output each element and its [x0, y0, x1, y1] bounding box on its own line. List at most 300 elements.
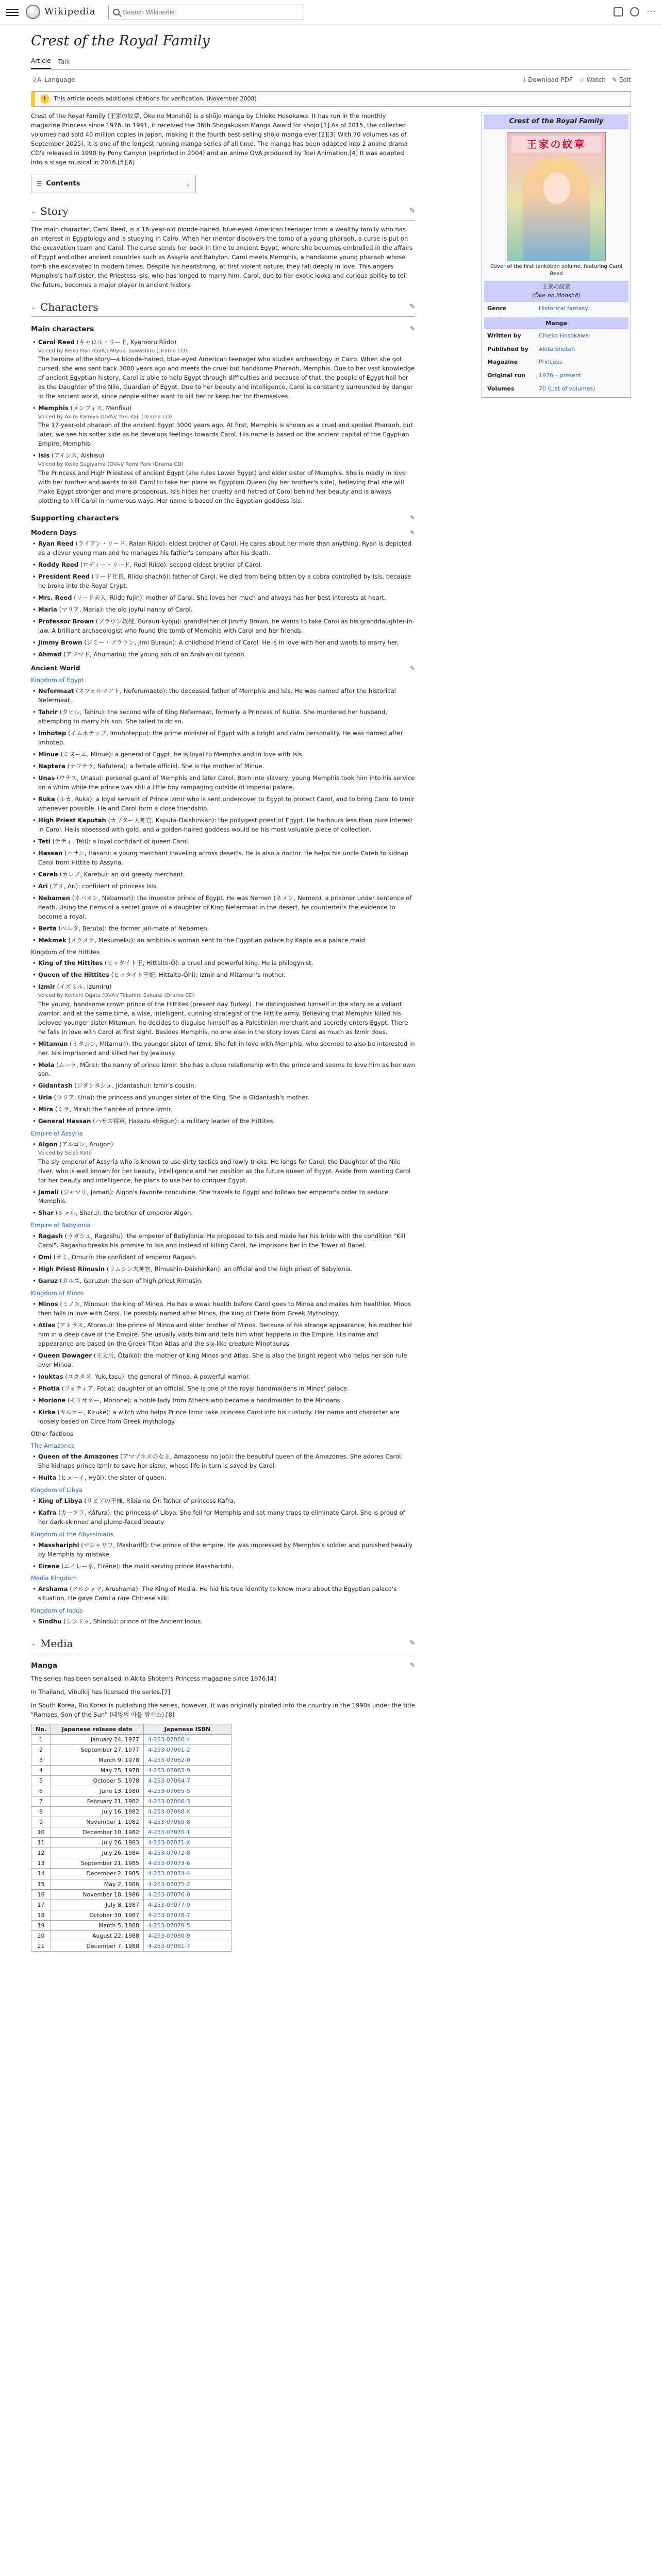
- character-item: • Ryan Reed (ライアン・リード, Raian Riido): eldest brother of Carol. He cares about her more than anything. Ryan is depicted as a clever young man and he manages his father's company after his death.: [38, 539, 415, 558]
- volume-number: 13: [31, 1858, 51, 1869]
- character-item: • Queen of the Hittites (ヒッタイト王妃, Hittaito-Ōhi): Izmir and Mitamun's mother.: [38, 971, 415, 980]
- table-row: [31, 1879, 231, 1889]
- character-name: Ragash: [38, 1232, 63, 1240]
- character-item: • President Reed (リード社長, Riido-shachō): father of Carol. He died from being bitten by a cobra controlled by Isis, because he broke into the Royal Crypt.: [38, 572, 415, 591]
- infobox-title: Crest of the Royal Family: [484, 114, 628, 129]
- character-japanese-name: (ミタムン, Mitamun): [70, 1040, 128, 1047]
- character-description: Izmir and Mitamun's mother.: [200, 971, 286, 979]
- group-modern-days: [31, 528, 415, 538]
- infobox-row: [484, 343, 628, 356]
- section-media[interactable]: [31, 1636, 415, 1653]
- character-name: Tahrir: [38, 708, 58, 716]
- manga-paragraph: In South Korea, Rin Korea is publishing the series, however, it was originally pirated into the country in the 1990s under the title "Ramses, Son of the Sun" (태양의 아들 람세스).[8]: [31, 1701, 415, 1718]
- cover-image[interactable]: [507, 132, 606, 261]
- character-item: [38, 338, 415, 401]
- character-list: [31, 1452, 415, 1483]
- character-description: second eldest brother of Carol.: [170, 561, 262, 569]
- character-description: The 17-year-old pharaoh of the ancient Egypt 3000 years ago. At first, Memphis is shown as a cruel and spoiled Pharaoh, but later, we see his softer side as he develops feelings towards Carol. His name is based on the ancient capital of the Egyptian Empire, Memphis.: [38, 421, 413, 448]
- more-icon[interactable]: ⋯: [647, 6, 656, 18]
- character-japanese-name: (ユクタス, Yukutasu): [65, 1372, 124, 1380]
- language-button[interactable]: [31, 75, 75, 85]
- character-name: Nebamen: [38, 894, 70, 902]
- isbn-link[interactable]: 4-253-07073-6: [143, 1858, 231, 1869]
- character-name: Mrs. Reed: [38, 594, 72, 601]
- character-item: • Masshariphi (マシャリフ, Mashariff): the prince of the empire. He was impressed by Memphis's soldier and punished heavily by Memphis by mistake.: [38, 1541, 415, 1560]
- release-date: February 21, 1982: [51, 1797, 143, 1807]
- release-date: August 22, 1988: [51, 1930, 143, 1941]
- character-japanese-name: (カプター大神官, Kaputā-Daishinkan): [108, 816, 214, 824]
- character-name: Mekmek: [38, 936, 67, 944]
- character-japanese-name: (ジミー・ブラウン, Jimī Buraun): [84, 638, 175, 646]
- release-date: January 24, 1977: [51, 1734, 143, 1744]
- character-japanese-name: (ジャマリ, Jamari): [60, 1188, 112, 1196]
- character-japanese-name: (王太后, Ōtaikō): [93, 1351, 140, 1359]
- character-description: a loyal servant of Prince Izmir who is sent undercover to Egypt to protect Carol, and to bring Carol to Izmir whenever possible. He and Carol form a close friendship.: [38, 795, 415, 812]
- character-name: Sindhu: [38, 1618, 62, 1625]
- toc-toggle-icon[interactable]: ⌄: [185, 180, 190, 188]
- main-menu-icon[interactable]: [6, 6, 19, 19]
- edit-section-icon[interactable]: ✎: [409, 207, 415, 215]
- isbn-link[interactable]: 4-253-07069-8: [143, 1817, 231, 1827]
- character-japanese-name: (リード社長, Riido-shachō): [91, 573, 169, 581]
- isbn-link[interactable]: 4-253-07062-0: [143, 1755, 231, 1765]
- character-description: the emperor of Babylonia: He proposed to Isis and made her his bride with the condition "Kill Carol". Ragashu breaks his promise to Isis and instead of killing Carol, he imprisons her in the Tower of Babel.: [38, 1232, 405, 1249]
- isbn-link[interactable]: 4-253-07072-8: [143, 1848, 231, 1858]
- character-description: the brother of emperor Algon.: [103, 1209, 193, 1217]
- table-row: [31, 1889, 231, 1900]
- character-name: Kafra: [38, 1509, 57, 1516]
- character-item: • Mira (ミラ, Mira): the fiancée of prince Izmir.: [38, 1105, 415, 1114]
- isbn-link[interactable]: 4-253-07076-0: [143, 1889, 231, 1900]
- isbn-link[interactable]: 4-253-07081-7: [143, 1941, 231, 1951]
- character-japanese-name: (ハサン, Hasan): [64, 849, 110, 857]
- volume-number: 19: [31, 1920, 51, 1930]
- edit-label: Edit: [619, 76, 631, 83]
- edit-button[interactable]: [612, 75, 631, 85]
- character-name: Professor Brown: [38, 617, 94, 625]
- voice-actor: Voiced by Keiko Han (OVA)/ Miyuki Sawashiro (Drama CD): [38, 348, 187, 354]
- release-date: March 9, 1978: [51, 1755, 143, 1765]
- edit-section-icon[interactable]: ✎: [409, 1662, 415, 1669]
- character-item: • Imhotep (イムホテップ, Imuhoteppu): the prime minister of Egypt with a bright and calm personality. He was named after Imhotep.: [38, 729, 415, 748]
- character-item: • Arshama (アルシャマ, Arushama): The King of Media. He hid his true identity to know more about the Egyptian palace's situation. He gave Carol a rare Chinese silk.: [38, 1585, 415, 1603]
- character-item: • Photia (フォティア, Fotia): daughter of an official. She is one of the royal handmaidens in Minos' palace.: [38, 1384, 415, 1394]
- kingdom-hittites-heading: Kingdom of the Hittites: [31, 948, 100, 956]
- volume-number: 21: [31, 1941, 51, 1951]
- character-item: • Ahmad (アフマド, Ahumado): the young son of an Arabian oil tycoon.: [38, 650, 415, 659]
- empire-assyria-link[interactable]: Empire of Assyria: [31, 1130, 83, 1138]
- infobox: [482, 112, 631, 398]
- search-input[interactable]: [123, 8, 300, 16]
- warning-icon: !: [40, 94, 49, 104]
- character-description: Algon's favorite concubine. She travels to Egypt and follows her emperor's order to seduce Memphis.: [38, 1188, 389, 1205]
- table-row: [31, 1848, 231, 1858]
- character-description: eldest brother of Carol. He cares about her more than anything. Ryan is depicted as a clever young man and he manages his father's company after his death.: [38, 540, 411, 557]
- infobox-key: Volumes: [487, 385, 515, 392]
- character-item: • Tahrir (タヒル, Tahiru): the second wife of King Nefermaat, formerly a Princess of Nubia. She murdered her husband, attempting to marry his son. She failed to do so.: [38, 708, 415, 726]
- character-description: The sly emperor of Assyria who is known to use dirty tactics and lowly tricks. He longs for Carol, the Daughter of the Nile river, who is well known for her beauty, intelligence and her position as the future queen of Egypt. Aside from wanting Carol for her beauty and intelligence, he plans to use her to conquer Egypt.: [38, 1158, 411, 1184]
- isbn-link[interactable]: 4-253-07080-9: [143, 1930, 231, 1941]
- character-item: • Morione (モリオネー, Morione): a noble lady from Athens who became a handmaiden to the Minoans.: [38, 1396, 415, 1405]
- search-box[interactable]: [108, 5, 304, 20]
- character-list: [31, 1497, 415, 1527]
- character-description: a female official. She is the mother of Minue.: [129, 762, 264, 770]
- table-row: [31, 1869, 231, 1879]
- infobox-row: [484, 355, 628, 369]
- character-item: • Garuz (ガルズ, Garuzu): the son of high priest Rimusin.: [38, 1277, 415, 1286]
- volume-number: 3: [31, 1755, 51, 1765]
- download-button[interactable]: [523, 75, 573, 85]
- character-japanese-name: (ネバメン, Nebamen): [72, 894, 134, 902]
- character-item: • Jimmy Brown (ジミー・ブラウン, Jimī Buraun): A childhood friend of Carol. He is in love with her and wants to marry her.: [38, 638, 415, 648]
- kingdom-egypt-link[interactable]: Kingdom of Egypt: [31, 676, 84, 684]
- kingdom-indus-link[interactable]: Kingdom of Indus: [31, 1607, 83, 1615]
- infobox-key: Published by: [487, 345, 528, 352]
- japanese-title: [484, 281, 628, 302]
- character-japanese-name: (アルシャマ, Arushama): [70, 1585, 138, 1593]
- character-item: • King of Libya (リビアの王様, Ribia no Ō): father of princess Kafra.: [38, 1497, 415, 1506]
- table-row: [31, 1941, 231, 1951]
- group-ancient-world: [31, 664, 415, 673]
- wikipedia-logo[interactable]: [26, 5, 96, 20]
- cover-face: [543, 172, 570, 204]
- character-list: [31, 1140, 415, 1218]
- edit-section-icon[interactable]: ✎: [409, 664, 415, 672]
- character-japanese-name: (オミ, Omuri): [53, 1253, 92, 1261]
- character-name: Minue: [38, 751, 59, 758]
- table-row: [31, 1807, 231, 1817]
- isbn-link[interactable]: 4-253-07066-3: [143, 1797, 231, 1807]
- character-japanese-name: (ロディー・リード, Rodi Riido): [80, 561, 166, 569]
- table-of-contents[interactable]: [31, 175, 196, 193]
- group-title: Modern Days: [31, 529, 77, 536]
- character-list: [31, 539, 415, 659]
- volume-number: 8: [31, 1807, 51, 1817]
- search-icon: [113, 9, 120, 15]
- character-name: Maria: [38, 605, 57, 613]
- character-item: • Kafra (カーフラ, Kāfura): the princess of Libya. She fell for Memphis and set many traps to eliminate Carol. She is proud of her dark-skinned and plump-faced beauty.: [38, 1509, 415, 1527]
- character-description: the pollygest priest of Egypt. He harbours less than pure interest in Carol. He is obsessed with gold, and a golden-haired goddess would be his most valuable piece of collection.: [38, 816, 413, 833]
- table-header-row: [31, 1724, 231, 1734]
- character-description: daughter of an official. She is one of the royal handmaidens in Minos' palace.: [118, 1384, 349, 1392]
- table-row: [31, 1776, 231, 1786]
- volume-number: 16: [31, 1889, 51, 1900]
- user-icon[interactable]: [630, 7, 639, 16]
- character-description: the prince of the empire. He was impressed by Memphis's soldier and punished heavily by Memphis by mistake.: [38, 1541, 413, 1558]
- column-header: Japanese release date: [51, 1724, 143, 1734]
- manga-paragraph: In Thailand, Vibulkij has licensed the series.[7]: [31, 1688, 171, 1696]
- character-name: Mola: [38, 1061, 55, 1069]
- article-body: [31, 112, 415, 1952]
- character-name: Izmir: [38, 983, 55, 991]
- isbn-link[interactable]: 4-253-07075-2: [143, 1879, 231, 1889]
- character-name: Queen Dowager: [38, 1351, 92, 1359]
- character-name: Mira: [38, 1106, 54, 1113]
- character-description: a loyal confidant of queen Carol.: [92, 837, 190, 845]
- character-japanese-name: (ガルズ, Garuzu): [59, 1277, 108, 1285]
- watch-button[interactable]: [579, 75, 606, 85]
- character-description: the nanny of prince Izmir. She has a close relationship with the prince and seems to love him as her own son.: [38, 1061, 415, 1078]
- edit-section-icon[interactable]: ✎: [409, 514, 415, 521]
- release-date: March 5, 1988: [51, 1920, 143, 1930]
- character-description: Izmir's cousin.: [153, 1082, 196, 1090]
- subsection-title: Supporting characters: [31, 514, 119, 522]
- japanese-title-text: 王家の紋章: [542, 283, 571, 290]
- character-japanese-name: (リード夫人, Riido fujin): [74, 594, 142, 601]
- character-name: Huita: [38, 1474, 57, 1482]
- character-name: Careb: [38, 870, 58, 878]
- isbn-link[interactable]: 4-253-07061-2: [143, 1744, 231, 1755]
- site-header: [0, 0, 662, 25]
- empire-babylonia-link[interactable]: Empire of Babylonia: [31, 1222, 91, 1229]
- release-date: October 5, 1978: [51, 1776, 143, 1786]
- section-story[interactable]: [31, 204, 415, 221]
- character-description: The Princess and High Priestess of ancient Egypt (she rules Lower Egypt) and elder sister of Memphis. She is madly in love with her brother and wants to kill Carol to take her place as Egyptian Queen (by her brother's side), believing that she will make Egypt stronger and more prosperous. Isis hides her cruelty and hatred of Carol behind her beauty and is always plotting to kill Carol in numerous ways. Her name is based on the Egyptian goddess Isis.: [38, 469, 406, 504]
- character-name: Berta: [38, 924, 57, 932]
- character-item: • Minue (ミヌーエ, Minue): a general of Egypt, he is loyal to Memphis and in love with Isis.: [38, 750, 415, 759]
- edit-section-icon[interactable]: ✎: [409, 1639, 415, 1648]
- infobox-value-link[interactable]: Chieko Hosokawa: [539, 332, 589, 340]
- kingdom-libya-link[interactable]: Kingdom of Libya: [31, 1486, 83, 1494]
- character-japanese-name: (ウリア, Uria): [54, 1094, 93, 1101]
- cover-caption: Cover of the first tankōbon volume, featuring Carol Reed: [490, 263, 622, 277]
- character-name: Iouktas: [38, 1372, 63, 1380]
- character-japanese-name: (ヒッタイト王妃, Hittaito-Ōhi): [111, 971, 196, 979]
- volume-number: 9: [31, 1817, 51, 1827]
- kingdom-abyssinians-link[interactable]: Kingdom of the Abyssinians: [31, 1530, 113, 1538]
- character-description: the deceased father of Memphis and Isis. He was named after the historical Nefermaat.: [38, 687, 396, 704]
- release-date: September 27, 1977: [51, 1744, 143, 1755]
- subsection-title: Main characters: [31, 325, 94, 333]
- isbn-link[interactable]: 4-253-07078-7: [143, 1910, 231, 1920]
- character-item: • Naptera (ナフテラ, Nafutera): a female official. She is the mother of Minue.: [38, 762, 415, 771]
- table-row: [31, 1786, 231, 1797]
- character-item: • Shar (シャル, Sharu): the brother of emperor Algon.: [38, 1209, 415, 1218]
- character-list: [31, 338, 415, 506]
- logo-text: Wikipedia: [44, 6, 96, 18]
- character-name: Masshariphi: [38, 1541, 79, 1549]
- character-description: grandfather of Jimmy Brown, he wants to take Carol as his granddaughter-in-law. A brilliant archaeologist who found the tomb of Memphis with Carol and her friends.: [38, 617, 415, 634]
- isbn-link[interactable]: 4-253-07071-X: [143, 1838, 231, 1848]
- infobox-row-genre: [484, 302, 628, 315]
- infobox-value-link[interactable]: 70 (List of volumes): [539, 385, 595, 392]
- isbn-link[interactable]: 4-253-07079-5: [143, 1920, 231, 1930]
- tab-talk[interactable]: Talk: [58, 58, 70, 65]
- infobox-row: [484, 369, 628, 382]
- chevron-down-icon: ⌄: [31, 1640, 37, 1648]
- volume-number: 14: [31, 1869, 51, 1879]
- character-item: [38, 982, 415, 1037]
- voice-actor: Voiced by Keiko Sugiyama (OVA)/ Romi Park (Drama CD): [38, 462, 184, 468]
- character-item: • Mitamun (ミタムン, Mitamun): the younger sister of Izmir. She fell in love with Memphis, who seemed to also be interested in her. Isis imprisoned and killed her by jealousy.: [38, 1040, 415, 1058]
- character-japanese-name: (メクメク, Mekumeku): [68, 936, 134, 944]
- character-japanese-name: (アイシス, Aishisu): [51, 452, 105, 460]
- japanese-title-romaji: (Ōke no Monshō): [532, 292, 581, 299]
- language-label: Language: [44, 76, 75, 83]
- edit-section-icon[interactable]: ✎: [409, 529, 415, 536]
- isbn-link[interactable]: 4-253-07064-7: [143, 1776, 231, 1786]
- character-name: Morione: [38, 1396, 66, 1404]
- character-japanese-name: (カーフラ, Kāfura): [58, 1509, 110, 1516]
- media-kingdom-link[interactable]: Media Kingdom: [31, 1574, 77, 1582]
- character-item: • Nefermaat (ネフェルマアト, Neferumaato): the deceased father of Memphis and Isis. He was named after the historical Nefermaat.: [38, 687, 415, 705]
- download-label: Download PDF: [528, 76, 573, 83]
- kingdom-minos-link[interactable]: Kingdom of Minos: [31, 1290, 84, 1297]
- character-description: an old greedy merchant.: [111, 870, 185, 878]
- character-list: [31, 1300, 415, 1427]
- character-item: • Sindhu (シンドゥ, Shindu): prince of the Ancient Indus.: [38, 1617, 415, 1626]
- release-date: November 1, 1982: [51, 1817, 143, 1827]
- character-name: Queen of the Hittites: [38, 971, 109, 979]
- character-japanese-name: (マリア, Maria): [59, 605, 102, 613]
- character-item: • Ruka (ルカ, Ruka): a loyal servant of Prince Izmir who is sent undercover to Egypt to protect Carol, and to bring Carol to Izmir whenever possible. He and Carol form a close friendship.: [38, 795, 415, 814]
- character-item: • Unas (ウナス, Unasu): personal guard of Memphis and later Carol. Born into slavery, young Memphis took him into his service on a whim while the prince was still a little boy rampaging outside of imperial palace.: [38, 774, 415, 792]
- tab-article[interactable]: Article: [31, 56, 51, 69]
- character-name: Gidantash: [38, 1082, 73, 1090]
- release-date: December 7, 1988: [51, 1941, 143, 1951]
- volume-number: 5: [31, 1776, 51, 1786]
- release-date: July 26, 1984: [51, 1848, 143, 1858]
- character-description: father of princess Kafra.: [163, 1497, 236, 1504]
- character-item: • Gidantash (ジダンタシュ, Jidantashu): Izmir's cousin.: [38, 1081, 415, 1091]
- table-row: [31, 1817, 231, 1827]
- character-description: The King of Media. He hid his true identity to know more about the Egyptian palace's situation. He gave Carol a rare Chinese silk.: [38, 1585, 397, 1602]
- character-japanese-name: (ムーラ, Mūra): [56, 1061, 97, 1069]
- table-row: [31, 1827, 231, 1838]
- section-characters[interactable]: [31, 299, 415, 317]
- release-date: December 10, 1982: [51, 1827, 143, 1838]
- edit-section-icon[interactable]: ✎: [409, 303, 415, 311]
- character-name: Ari: [38, 882, 48, 890]
- character-item: • Minos (ミノス, Minosu): the king of Minoa. He has a weak health before Carol goes to Minoa and makes him healthier. Minos then falls in love with Carol. He possibly named after Minos, the king of Crete from Greek Mythology.: [38, 1300, 415, 1318]
- character-description: the prime minister of Egypt with a bright and calm personality. He was named after Imhotep.: [38, 730, 403, 747]
- appearance-icon[interactable]: [614, 7, 623, 16]
- table-row: [31, 1930, 231, 1941]
- character-item: [38, 451, 415, 505]
- character-description: the sister of queen.: [108, 1474, 167, 1482]
- character-name: Jamali: [38, 1188, 59, 1196]
- character-item: • Iouktas (ユクタス, Yukutasu): the general of Minoa. A powerful warrior.: [38, 1372, 415, 1382]
- character-japanese-name: (タヒル, Tahiru): [59, 708, 104, 716]
- character-japanese-name: (ミノス, Minosu): [60, 1300, 108, 1308]
- release-date: May 2, 1986: [51, 1879, 143, 1889]
- star-icon: ☆: [578, 76, 585, 83]
- table-row: [31, 1900, 231, 1910]
- character-description: the mother of king Minos and Atlas. She is also the bright regent who helps her son rule over Minoa.: [38, 1351, 407, 1368]
- character-name: Minos: [38, 1300, 58, 1308]
- toc-list-icon: ☰: [37, 179, 42, 187]
- volume-number: 17: [31, 1900, 51, 1910]
- character-name: Algon: [38, 1141, 58, 1148]
- character-name: Ryan Reed: [38, 540, 74, 548]
- character-name: Atlas: [38, 1321, 56, 1329]
- character-name: Teti: [38, 837, 51, 845]
- character-description: a young merchant traveling across deserts. He is also a doctor. He helps his uncle Careb to kidnap Carol from Hittite to Assyria.: [38, 849, 408, 866]
- volume-number: 18: [31, 1910, 51, 1920]
- infobox-value-link[interactable]: Princess: [539, 359, 562, 366]
- character-name: Arshama: [38, 1585, 68, 1593]
- character-item: [38, 1140, 415, 1185]
- character-description: confident of princess Isis.: [82, 882, 158, 890]
- volume-number: 7: [31, 1797, 51, 1807]
- release-date: October 30, 1987: [51, 1910, 143, 1920]
- table-row: [31, 1838, 231, 1848]
- character-japanese-name: (アルゴン, Arugon): [59, 1141, 113, 1148]
- character-description: the beautiful queen of the Amazones. She adores Carol. She kidnaps prince Izmir to save her sister, whose life in turn is saved by Carol.: [38, 1453, 403, 1470]
- character-japanese-name: (マシャリフ, Mashariff): [81, 1541, 147, 1549]
- other-factions-heading: Other factions: [31, 1430, 73, 1437]
- infobox-manga-header: Manga: [484, 317, 628, 330]
- character-description: the younger sister of Izmir. She fell in love with Memphis, who seemed to also be interested in her. Isis imprisoned and killed her by jealousy.: [38, 1040, 415, 1057]
- character-list: [31, 959, 415, 1126]
- edit-section-icon[interactable]: ✎: [409, 325, 415, 332]
- page-toolbar: [31, 74, 631, 86]
- watch-label: Watch: [586, 76, 606, 83]
- release-date: July 16, 1982: [51, 1807, 143, 1817]
- character-description: the princess of Libya. She fell for Memphis and set many traps to eliminate Carol. She is proud of her dark-skinned and plump-faced beauty.: [38, 1509, 405, 1526]
- character-name: Shar: [38, 1209, 54, 1217]
- column-header: Japanese ISBN: [143, 1724, 231, 1734]
- isbn-link[interactable]: 4-253-07065-5: [143, 1786, 231, 1797]
- character-item: • Mekmek (メクメク, Mekumeku): an ambitious woman sent to the Egyptian palace by Kapta as a palace maid.: [38, 936, 415, 945]
- infobox-value-link[interactable]: Akita Shoten: [539, 345, 575, 352]
- character-description: an official and the high priest of Babylonia.: [223, 1265, 353, 1273]
- isbn-link[interactable]: 4-253-07077-9: [143, 1900, 231, 1910]
- isbn-link[interactable]: 4-253-07074-4: [143, 1869, 231, 1879]
- globe-icon: [26, 5, 40, 19]
- isbn-link[interactable]: 4-253-07060-4: [143, 1734, 231, 1744]
- character-description: the general of Minoa. A powerful warrior.: [128, 1372, 251, 1380]
- infobox-row: [484, 382, 628, 396]
- table-row: [31, 1910, 231, 1920]
- release-date: July 8, 1987: [51, 1900, 143, 1910]
- pencil-icon: ✎: [611, 76, 617, 83]
- character-japanese-name: (カレブ, Karebu): [59, 870, 107, 878]
- release-date: June 13, 1980: [51, 1786, 143, 1797]
- cover-title-text: 王家の紋章: [511, 136, 601, 152]
- isbn-link[interactable]: 4-253-07068-X: [143, 1807, 231, 1817]
- character-description: a witch who helps Prince Izmir take princess Carol into his custody. Her name and character are loosely based on Circe from Greek mythology.: [38, 1408, 400, 1425]
- character-name: President Reed: [38, 573, 90, 581]
- character-name: Garuz: [38, 1277, 58, 1285]
- isbn-link[interactable]: 4-253-07063-9: [143, 1765, 231, 1775]
- isbn-link[interactable]: 4-253-07070-1: [143, 1827, 231, 1838]
- character-description: The young, handsome crown prince of the Hittites (present day Turkey). He distinguished himself in the story as a valiant warrior, and at the same time, a wise, intelligent, cunning strategist of the Hittite army. Believing that Memphis killed his beloved younger sister Mitamun, he decides to disguise himself as a Palestinian merchant and secretly enters Egypt. There he falls in love with Carol at first sight. Besides Memphis, no one else in the story loves Carol as much as Izmir does.: [38, 1000, 408, 1036]
- infobox-value-link[interactable]: Historical fantasy: [539, 305, 588, 312]
- volume-number: 10: [31, 1827, 51, 1838]
- character-description: the old joyful nanny of Carol.: [106, 605, 193, 613]
- character-name: Unas: [38, 774, 55, 782]
- table-row: [31, 1920, 231, 1930]
- character-description: mother of Carol. She loves her much and always has her best interests at heart.: [146, 594, 386, 601]
- volume-number: 1: [31, 1734, 51, 1744]
- volume-number: 6: [31, 1786, 51, 1797]
- character-japanese-name: (キルケー, Kirukē): [57, 1408, 109, 1416]
- character-japanese-name: (ジダンタシュ, Jidantashu): [74, 1082, 150, 1090]
- character-item: • General Hassan (ハザズ将軍, Hazazu-shōgun): a military leader of the Hittites.: [38, 1117, 415, 1126]
- notice-text: This article needs additional citations for verification. (November 2008): [54, 95, 257, 103]
- infobox-value-link[interactable]: 1976 – present: [539, 372, 582, 379]
- character-description: an ambitious woman sent to the Egyptian palace by Kapta as a palace maid.: [137, 936, 367, 944]
- character-item: • Omi (オミ, Omuri): the confidant of emperor Ragash.: [38, 1253, 415, 1262]
- character-item: • Atlas (アトラス, Atorasu): the prince of Minoa and elder brother of Minos. Because of his strange appearance, his mother hid him in a deep cave of the Empire. She usually visits him and tells him what happens in the Empire. His name and appearance are based on the Greek Titan Atlas and the six-like creature Minotaurus.: [38, 1321, 415, 1349]
- character-list: [31, 687, 415, 945]
- character-name: King of Libya: [38, 1497, 82, 1504]
- character-item: • King of the Hittites (ヒッタイト王, Hittaito-Ō): a cruel and powerful king. He is philogynist.: [38, 959, 415, 968]
- character-japanese-name: (ラガシュ, Ragashu): [64, 1232, 123, 1240]
- amazones-link[interactable]: The Amazones: [31, 1442, 75, 1450]
- character-list: [31, 1541, 415, 1571]
